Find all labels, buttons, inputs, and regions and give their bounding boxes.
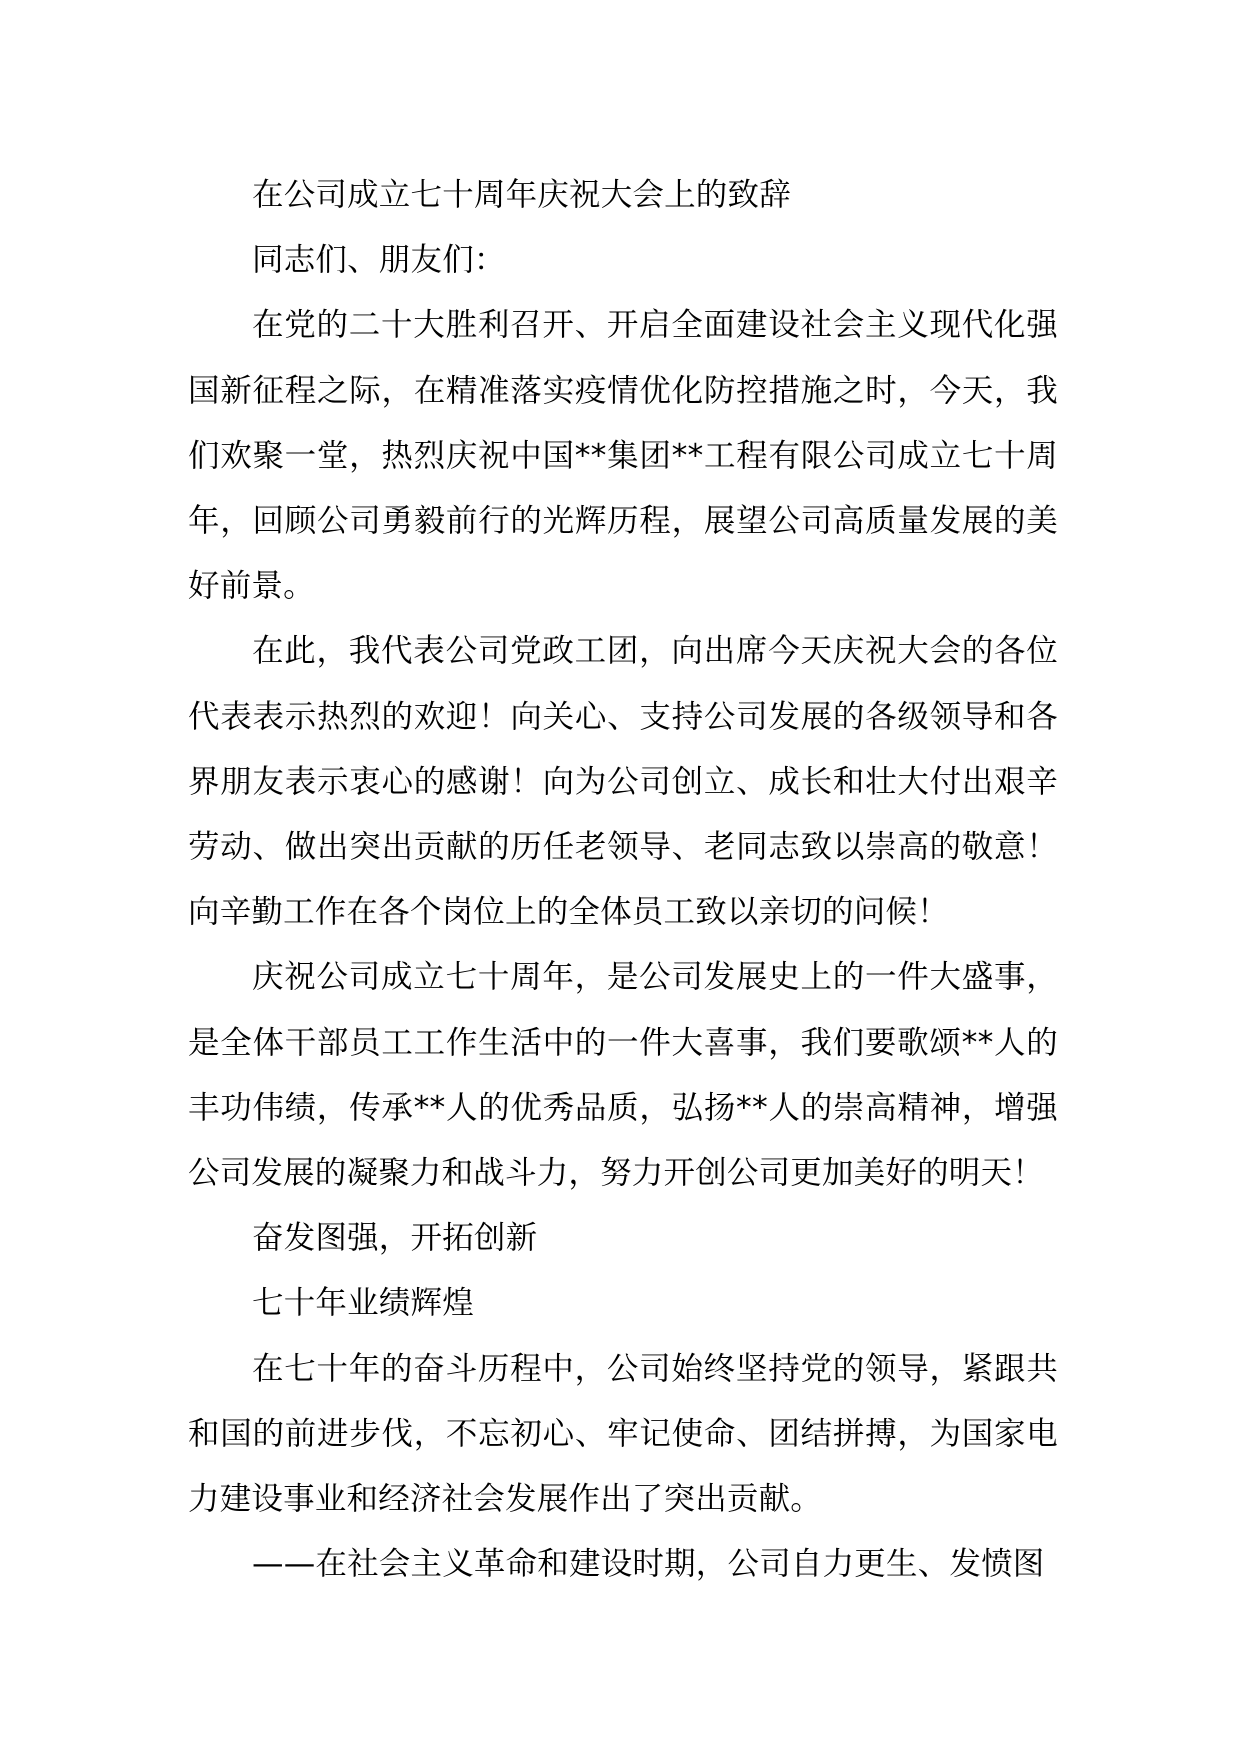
section-subheading: 七十年业绩辉煌: [252, 1285, 474, 1322]
section-heading: 奋发图强，开拓创新: [252, 1220, 538, 1257]
paragraph-4: 在七十年的奋斗历程中，公司始终坚持党的领导，紧跟共和国的前进步伐，不忘初心、牢记使命、团结拼搏，为国家电力建设事业和经济社会发展作出了突出贡献。: [188, 1350, 1058, 1518]
paragraph-1: 在党的二十大胜利召开、开启全面建设社会主义现代化强国新征程之际，在精准落实疫情优化防控措施之时，今天，我们欢聚一堂，热烈庆祝中国**集团**工程有限公司成立七十周年，回顾公司勇毅前行的光辉历程，展望公司高质量发展的美好前景。: [188, 307, 1058, 605]
paragraph-3: 庆祝公司成立七十周年，是公司发展史上的一件大盛事，是全体干部员工工作生活中的一件大喜事，我们要歌颂**人的丰功伟绩，传承**人的优秀品质，弘扬**人的崇高精神，增强公司发展的凝聚力和战斗力，努力开创公司更加美好的明天！: [188, 959, 1058, 1192]
paragraph-2: 在此，我代表公司党政工团，向出席今天庆祝大会的各位代表表示热烈的欢迎！向关心、支持公司发展的各级领导和各界朋友表示衷心的感谢！向为公司创立、成长和壮大付出艰辛劳动、做出突出贡献的历任老领导、老同志致以崇高的敬意！向辛勤工作在各个岗位上的全体员工致以亲切的问候！: [188, 633, 1058, 931]
paragraph-5: ——在社会主义革命和建设时期，公司自力更生、发愤图: [252, 1546, 1045, 1583]
salutation: 同志们、朋友们：: [252, 242, 506, 279]
document-body: [188, 163, 1058, 1597]
document-title: 在公司成立七十周年庆祝大会上的致辞: [252, 177, 791, 213]
